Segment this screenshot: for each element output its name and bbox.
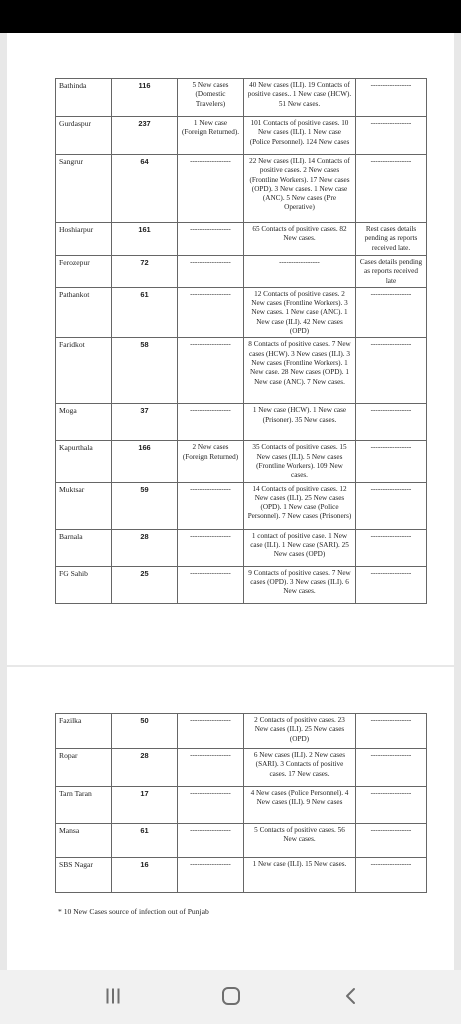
case-count-cell: 166 — [112, 441, 178, 482]
recents-button[interactable] — [96, 983, 130, 1009]
case-details-cell: 9 Contacts of positive cases. 7 New cases (OPD). 3 New cases (ILI). 6 New cases. — [244, 566, 356, 603]
case-count-cell: 25 — [112, 566, 178, 603]
travel-source-cell: ----------------- — [178, 482, 244, 529]
remarks-cell: ----------------- — [356, 287, 427, 337]
table-row — [56, 787, 427, 824]
remarks-cell: ----------------- — [356, 155, 427, 223]
table-row — [56, 714, 427, 749]
district-cell: Bathinda — [56, 79, 112, 117]
table-row — [56, 404, 427, 441]
document-page-1 — [7, 33, 454, 665]
back-icon — [343, 987, 359, 1005]
home-button[interactable] — [214, 983, 248, 1009]
travel-source-cell: ----------------- — [178, 155, 244, 223]
remarks-cell: ----------------- — [356, 749, 427, 787]
remarks-cell: ----------------- — [356, 441, 427, 482]
case-count-cell: 58 — [112, 338, 178, 404]
case-count-cell: 61 — [112, 824, 178, 858]
case-details-cell: 8 Contacts of positive cases. 7 New cases (HCW). 3 New cases (ILI). 3 New cases (Frontline Workers). 1 New case. 28 New cases (OPD). 1 New case (ANC). 7 New cases. — [244, 338, 356, 404]
case-details-cell: 101 Contacts of positive cases. 10 New cases (ILI). 1 New case (Police Personnel). 124 New cases — [244, 117, 356, 155]
district-cell: FG Sahib — [56, 566, 112, 603]
table-row — [56, 79, 427, 117]
case-count-cell: 59 — [112, 482, 178, 529]
travel-source-cell: ----------------- — [178, 256, 244, 288]
case-count-cell: 161 — [112, 223, 178, 256]
table-row — [56, 117, 427, 155]
district-cell: Gurdaspur — [56, 117, 112, 155]
remarks-cell: ----------------- — [356, 529, 427, 566]
remarks-cell: ----------------- — [356, 79, 427, 117]
table-row — [56, 529, 427, 566]
case-details-cell: 22 New cases (ILI). 14 Contacts of positive cases. 2 New cases (Frontline Workers). 17 New cases (OPD). 3 New cases. 1 New case (ANC). 5 New cases (Pre Operative) — [244, 155, 356, 223]
case-count-cell: 64 — [112, 155, 178, 223]
travel-source-cell: ----------------- — [178, 223, 244, 256]
district-cell: Ferozepur — [56, 256, 112, 288]
case-count-cell: 116 — [112, 79, 178, 117]
remarks-cell: ----------------- — [356, 858, 427, 893]
remarks-cell: ----------------- — [356, 482, 427, 529]
case-details-cell: 65 Contacts of positive cases. 82 New cases. — [244, 223, 356, 256]
case-count-cell: 61 — [112, 287, 178, 337]
case-details-cell: 4 New cases (Police Personnel). 4 New cases (ILI). 9 New cases — [244, 787, 356, 824]
district-cell: Mansa — [56, 824, 112, 858]
case-count-cell: 28 — [112, 749, 178, 787]
district-cases-table — [55, 713, 427, 893]
district-cell: Faridkot — [56, 338, 112, 404]
case-count-cell: 72 — [112, 256, 178, 288]
table-row — [56, 155, 427, 223]
table-row — [56, 338, 427, 404]
case-details-cell: 1 New case (ILI). 15 New cases. — [244, 858, 356, 893]
district-cell: Moga — [56, 404, 112, 441]
table-row — [56, 223, 427, 256]
district-cell: Ropar — [56, 749, 112, 787]
district-cell: Pathankot — [56, 287, 112, 337]
travel-source-cell: ----------------- — [178, 529, 244, 566]
status-bar — [0, 0, 461, 33]
district-cell: Fazilka — [56, 714, 112, 749]
travel-source-cell: 1 New case (Foreign Returned). — [178, 117, 244, 155]
travel-source-cell: ----------------- — [178, 338, 244, 404]
remarks-cell: Rest cases details pending as reports received late. — [356, 223, 427, 256]
case-count-cell: 17 — [112, 787, 178, 824]
remarks-cell: ----------------- — [356, 117, 427, 155]
footnote: * 10 New Cases source of infection out of Punjab — [58, 907, 209, 916]
case-count-cell: 37 — [112, 404, 178, 441]
travel-source-cell: ----------------- — [178, 787, 244, 824]
district-cell: SBS Nagar — [56, 858, 112, 893]
district-cell: Tarn Taran — [56, 787, 112, 824]
district-cell: Muktsar — [56, 482, 112, 529]
remarks-cell: ----------------- — [356, 404, 427, 441]
travel-source-cell: ----------------- — [178, 566, 244, 603]
district-cell: Hoshiarpur — [56, 223, 112, 256]
district-cell: Sangrur — [56, 155, 112, 223]
case-details-cell: ----------------- — [244, 256, 356, 288]
travel-source-cell: ----------------- — [178, 824, 244, 858]
table-row — [56, 441, 427, 482]
table-row — [56, 749, 427, 787]
case-count-cell: 237 — [112, 117, 178, 155]
table-row — [56, 824, 427, 858]
case-details-cell: 1 contact of positive case. 1 New case (ILI). 1 New case (SARI). 25 New cases (OPD) — [244, 529, 356, 566]
remarks-cell: ----------------- — [356, 714, 427, 749]
travel-source-cell: 2 New cases (Foreign Returned) — [178, 441, 244, 482]
back-button[interactable] — [334, 983, 368, 1009]
case-details-cell: 1 New case (HCW). 1 New case (Prisoner). 35 New cases. — [244, 404, 356, 441]
travel-source-cell: ----------------- — [178, 714, 244, 749]
remarks-cell: ----------------- — [356, 566, 427, 603]
case-details-cell: 6 New cases (ILI). 2 New cases (SARI). 3 Contacts of positive cases. 17 New cases. — [244, 749, 356, 787]
remarks-cell: ----------------- — [356, 824, 427, 858]
system-navigation-bar — [0, 970, 461, 1024]
case-details-cell: 2 Contacts of positive cases. 23 New cases (ILI). 25 New cases (OPD) — [244, 714, 356, 749]
recents-icon — [104, 987, 122, 1005]
case-count-cell: 50 — [112, 714, 178, 749]
case-count-cell: 28 — [112, 529, 178, 566]
district-cell: Kapurthala — [56, 441, 112, 482]
case-count-cell: 16 — [112, 858, 178, 893]
travel-source-cell: ----------------- — [178, 404, 244, 441]
remarks-cell: Cases details pending as reports received late — [356, 256, 427, 288]
home-icon — [221, 986, 241, 1006]
case-details-cell: 5 Contacts of positive cases. 56 New cases. — [244, 824, 356, 858]
case-details-cell: 40 New cases (ILI). 19 Contacts of positive cases.. 1 New case (HCW). 51 New cases. — [244, 79, 356, 117]
travel-source-cell: 5 New cases (Domestic Travelers) — [178, 79, 244, 117]
travel-source-cell: ----------------- — [178, 749, 244, 787]
case-details-cell: 14 Contacts of positive cases. 12 New cases (ILI). 25 New cases (OPD). 1 New case (Police Personnel). 7 New cases (Prisoners) — [244, 482, 356, 529]
district-cell: Barnala — [56, 529, 112, 566]
table-row — [56, 482, 427, 529]
case-details-cell: 35 Contacts of positive cases. 15 New cases (ILI). 5 New cases (Frontline Workers). 109 New cases. — [244, 441, 356, 482]
case-details-cell: 12 Contacts of positive cases. 2 New cases (Frontline Workers). 3 New cases. 1 New case (ANC). 1 New case (ILI). 42 New cases (OPD) — [244, 287, 356, 337]
document-page-2 — [7, 667, 454, 970]
remarks-cell: ----------------- — [356, 787, 427, 824]
travel-source-cell: ----------------- — [178, 287, 244, 337]
table-row — [56, 287, 427, 337]
travel-source-cell: ----------------- — [178, 858, 244, 893]
district-cases-table — [55, 78, 427, 604]
table-row — [56, 566, 427, 603]
remarks-cell: ----------------- — [356, 338, 427, 404]
table-row — [56, 858, 427, 893]
table-row — [56, 256, 427, 288]
